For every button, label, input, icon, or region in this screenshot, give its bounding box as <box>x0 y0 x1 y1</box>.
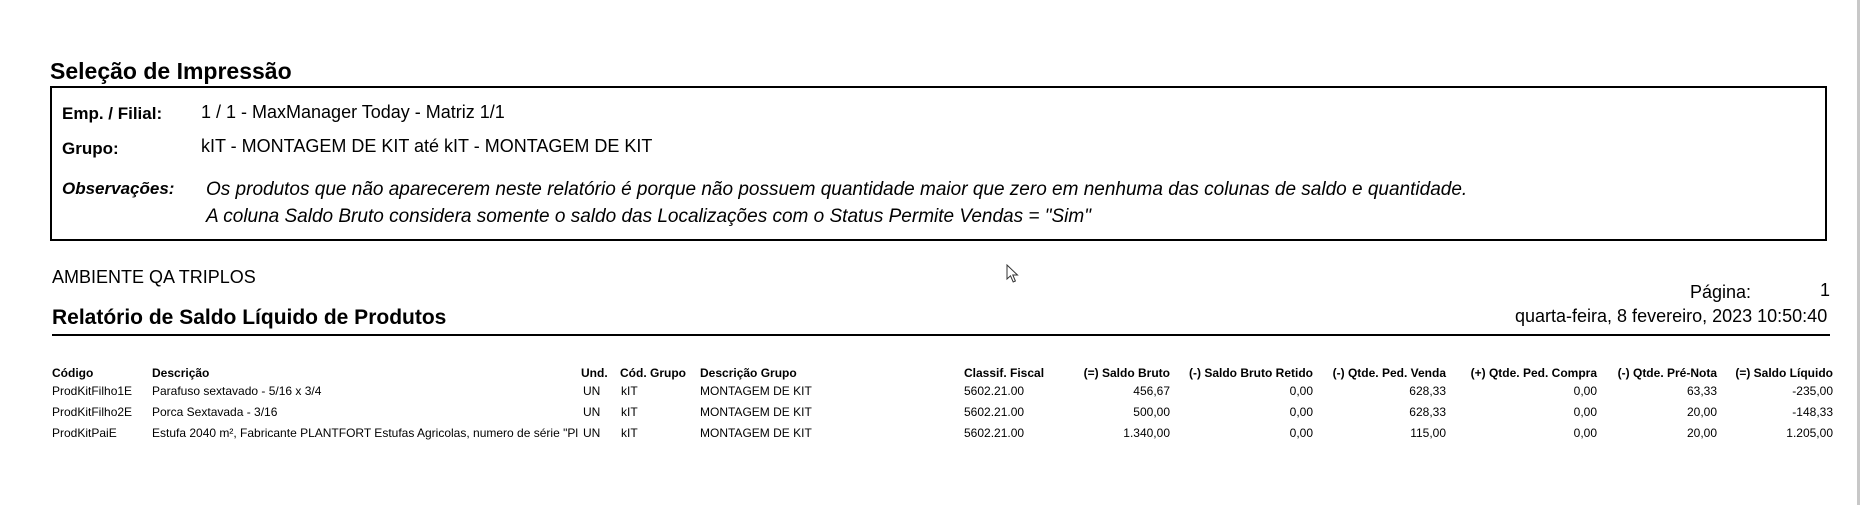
cell-pre-nota: 20,00 <box>1686 426 1717 440</box>
cell-saldo-liquido: 1.205,00 <box>1786 426 1833 440</box>
col-header-desc-grupo: Descrição Grupo <box>700 366 797 380</box>
grupo-value: kIT - MONTAGEM DE KIT até kIT - MONTAGEM DE KIT <box>201 136 653 156</box>
observacoes-line-2: A coluna Saldo Bruto considera somente o saldo das Localizações com o Status Permite Vendas = "Sim" <box>206 206 1091 227</box>
cell-ped-compra: 0,00 <box>1573 384 1597 398</box>
cell-codigo: ProdKitFilho2E <box>52 405 133 419</box>
page-number: 1 <box>1820 280 1831 300</box>
cell-pre-nota: 20,00 <box>1686 405 1717 419</box>
cell-saldo-liquido: -235,00 <box>1792 384 1833 398</box>
cell-und: UN <box>583 426 601 440</box>
cell-codigo: ProdKitFilho1E <box>52 384 133 398</box>
report-title: Relatório de Saldo Líquido de Produtos <box>52 306 447 329</box>
cell-codigo: ProdKitPaiE <box>52 426 117 440</box>
col-header-saldo-bruto-retido: (-) Saldo Bruto Retido <box>1189 366 1313 380</box>
cell-saldo-bruto-retido: 0,00 <box>1289 405 1313 419</box>
cell-saldo-bruto-retido: 0,00 <box>1289 384 1313 398</box>
cell-ped-venda: 628,33 <box>1409 405 1446 419</box>
report-datetime: quarta-feira, 8 fevereiro, 2023 10:50:40 <box>1515 306 1828 326</box>
header-rule <box>52 334 1830 336</box>
selection-title: Seleção de Impressão <box>50 58 292 84</box>
col-header-saldo-liquido: (=) Saldo Líquido <box>1735 366 1833 380</box>
cell-desc-grupo: MONTAGEM DE KIT <box>700 384 812 398</box>
emp-filial-value: 1 / 1 - MaxManager Today - Matriz 1/1 <box>201 102 505 122</box>
col-header-ped-compra: (+) Qtde. Ped. Compra <box>1470 366 1597 380</box>
cell-und: UN <box>583 405 601 419</box>
cell-cod-grupo: kIT <box>621 384 638 398</box>
cell-ped-compra: 0,00 <box>1573 426 1597 440</box>
cell-und: UN <box>583 384 601 398</box>
col-header-cod-grupo: Cód. Grupo <box>620 366 686 380</box>
cell-classif-fiscal: 5602.21.00 <box>964 426 1025 440</box>
cell-classif-fiscal: 5602.21.00 <box>964 384 1025 398</box>
col-header-pre-nota: (-) Qtde. Pré-Nota <box>1617 366 1717 380</box>
observacoes-line-1: Os produtos que não aparecerem neste relatório é porque não possuem quantidade maior que zero em nenhuma das colunas de saldo e quantidade. <box>206 179 1468 200</box>
cell-saldo-bruto: 456,67 <box>1133 384 1170 398</box>
col-header-classif-fiscal: Classif. Fiscal <box>964 366 1045 380</box>
cell-pre-nota: 63,33 <box>1686 384 1717 398</box>
page-label: Página: <box>1690 282 1752 302</box>
environment-name: AMBIENTE QA TRIPLOS <box>52 267 256 287</box>
cell-classif-fiscal: 5602.21.00 <box>964 405 1025 419</box>
col-header-und: Und. <box>581 366 608 380</box>
col-header-ped-venda: (-) Qtde. Ped. Venda <box>1332 366 1446 380</box>
grupo-label: Grupo: <box>62 139 119 158</box>
cell-cod-grupo: kIT <box>621 405 638 419</box>
col-header-codigo: Código <box>52 366 94 380</box>
cell-descricao: Porca Sextavada - 3/16 <box>152 405 278 419</box>
cell-descricao: Estufa 2040 m², Fabricante PLANTFORT Estufas Agricolas, numero de série "Pl <box>152 426 578 440</box>
cell-saldo-liquido: -148,33 <box>1792 405 1833 419</box>
emp-filial-label: Emp. / Filial: <box>62 104 163 123</box>
cell-desc-grupo: MONTAGEM DE KIT <box>700 405 812 419</box>
cell-cod-grupo: kIT <box>621 426 638 440</box>
cursor-arrow-icon <box>1006 264 1020 284</box>
cell-ped-compra: 0,00 <box>1573 405 1597 419</box>
cell-desc-grupo: MONTAGEM DE KIT <box>700 426 812 440</box>
cell-saldo-bruto: 500,00 <box>1133 405 1170 419</box>
col-header-saldo-bruto: (=) Saldo Bruto <box>1083 366 1170 380</box>
cell-ped-venda: 115,00 <box>1410 426 1446 440</box>
observacoes-label: Observações: <box>62 179 175 198</box>
cell-saldo-bruto-retido: 0,00 <box>1289 426 1313 440</box>
cell-saldo-bruto: 1.340,00 <box>1123 426 1170 440</box>
col-header-descricao: Descrição <box>152 366 210 380</box>
cell-descricao: Parafuso sextavado - 5/16 x 3/4 <box>152 384 322 398</box>
cell-ped-venda: 628,33 <box>1409 384 1446 398</box>
